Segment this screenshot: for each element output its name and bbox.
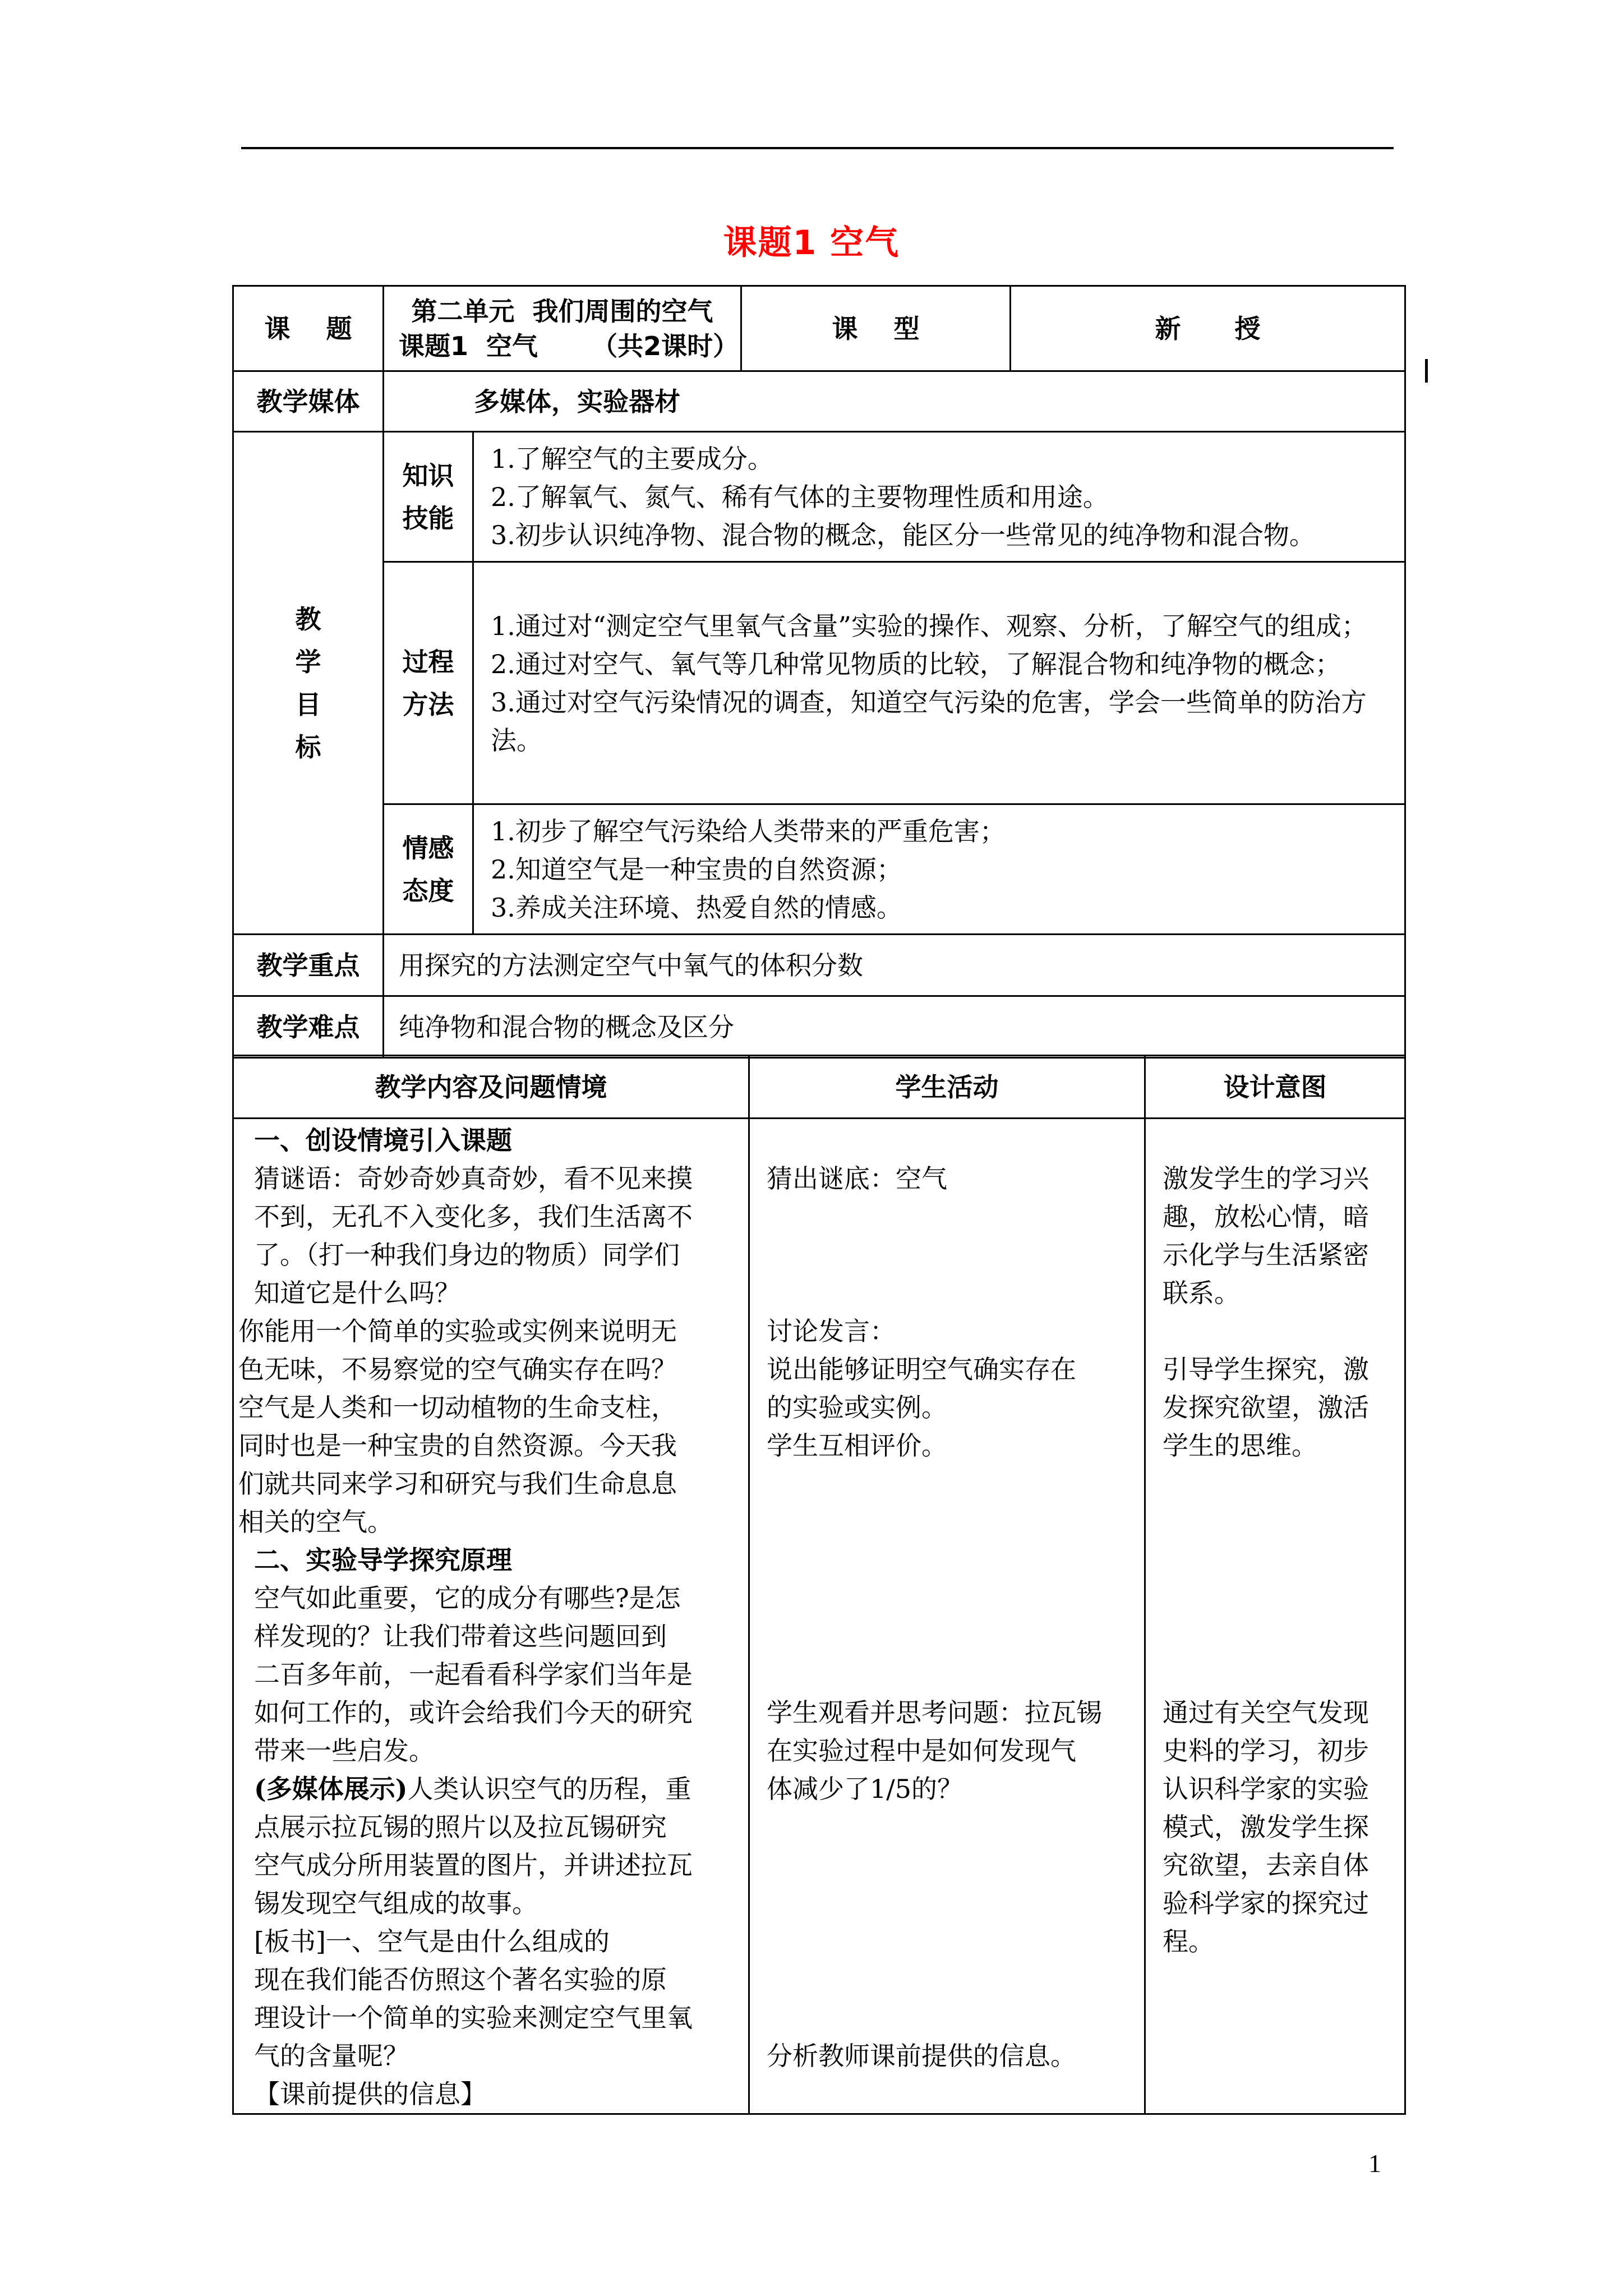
history-line: 如何工作的，或许会给我们今天的研究 bbox=[254, 1697, 693, 1728]
knowledge-item: 2.了解氧气、氮气、稀有气体的主要物理性质和用途。 bbox=[491, 481, 1109, 512]
design-line: 气的含量呢？ bbox=[254, 2041, 409, 2071]
media-label: 教学媒体 bbox=[233, 371, 384, 432]
emotion-item: 3.养成关注环境、热爱自然的情感。 bbox=[491, 892, 902, 923]
student-observe-line: 在实验过程中是如何发现气 bbox=[767, 1736, 1076, 1766]
student-observe-line: 学生观看并思考问题：拉瓦锡 bbox=[767, 1697, 1102, 1728]
margin-mark bbox=[1425, 359, 1428, 383]
objectives-char: 标 bbox=[295, 731, 321, 762]
knowledge-items bbox=[473, 432, 1405, 562]
history-line: 二百多年前，一起看看科学家们当年是 bbox=[254, 1659, 693, 1690]
process-label-line: 方法 bbox=[402, 689, 454, 720]
objectives-char: 教 bbox=[295, 604, 321, 634]
process-items bbox=[473, 562, 1405, 804]
question-line: 相关的空气。 bbox=[238, 1507, 393, 1537]
type-value: 新 授 bbox=[1011, 286, 1405, 371]
content-column bbox=[233, 1119, 749, 2114]
riddle-line: 了。（打一种我们身边的物质）同学们 bbox=[254, 1240, 680, 1270]
difficulty-value: 纯净物和混合物的概念及区分 bbox=[384, 996, 1405, 1058]
multimedia-line bbox=[238, 1770, 743, 1808]
question-line: 色无味，不易察觉的空气确实存在吗？ bbox=[238, 1354, 677, 1384]
intent2-line: 学生的思维。 bbox=[1163, 1430, 1317, 1461]
unit-cell bbox=[384, 286, 741, 371]
student-guess: 猜出谜底：空气 bbox=[767, 1163, 947, 1194]
key-point-value: 用探究的方法测定空气中氧气的体积分数 bbox=[384, 935, 1405, 996]
student-header: 学生活动 bbox=[749, 1056, 1145, 1119]
objectives-char: 目 bbox=[295, 689, 321, 720]
process-label-line: 过程 bbox=[402, 646, 454, 677]
document-title: 课题1 空气 bbox=[723, 223, 900, 263]
teaching-process-table bbox=[232, 1055, 1406, 2115]
riddle-line: 猜谜语：奇妙奇妙真奇妙，看不见来摸 bbox=[254, 1163, 693, 1194]
intent3-line: 程。 bbox=[1163, 1926, 1214, 1957]
intent2-line: 发探究欲望，激活 bbox=[1163, 1392, 1369, 1423]
design-line: 现在我们能否仿照这个著名实验的原 bbox=[254, 1964, 667, 1995]
intent3-line: 究欲望，去亲自体 bbox=[1163, 1850, 1369, 1880]
multimedia-tag: (多媒体展示) bbox=[254, 1774, 408, 1804]
multimedia-line: 锡发现空气组成的故事。 bbox=[254, 1888, 538, 1918]
section2-title: 二、实验导学探究原理 bbox=[254, 1545, 512, 1575]
knowledge-label-line: 知识 bbox=[402, 460, 454, 491]
key-point-label: 教学重点 bbox=[233, 935, 384, 996]
multimedia-line: 点展示拉瓦锡的照片以及拉瓦锡研究 bbox=[254, 1812, 667, 1842]
intent3-line: 验科学家的探究过 bbox=[1163, 1888, 1369, 1918]
riddle-line: 知道它是什么吗？ bbox=[254, 1278, 460, 1308]
student-column bbox=[749, 1119, 1145, 2114]
knowledge-label bbox=[384, 432, 473, 562]
difficulty-label: 教学难点 bbox=[233, 996, 384, 1058]
objectives-char: 学 bbox=[295, 646, 321, 677]
knowledge-label-line: 技能 bbox=[402, 503, 454, 533]
board-line: [板书]一、空气是由什么组成的 bbox=[254, 1926, 610, 1957]
question-line: 同时也是一种宝贵的自然资源。今天我 bbox=[238, 1430, 677, 1461]
info-line: 【课前提供的信息】 bbox=[254, 2079, 486, 2109]
knowledge-item: 3.初步认识纯净物、混合物的概念，能区分一些常见的纯净物和混合物。 bbox=[491, 519, 1315, 550]
media-value: 多媒体，实验器材 bbox=[384, 371, 1405, 432]
objectives-label bbox=[233, 432, 384, 935]
lesson-info-table bbox=[232, 285, 1406, 1059]
lesson-title: 课题1 空气 （共2课时） bbox=[399, 330, 739, 361]
riddle-line: 不到，无孔不入变化多，我们生活离不 bbox=[254, 1202, 693, 1232]
process-item: 2.通过对空气、氧气等几种常见物质的比较，了解混合物和纯净物的概念； bbox=[491, 648, 1341, 679]
history-line: 样发现的？让我们带着这些问题回到 bbox=[254, 1621, 667, 1651]
multimedia-line: 空气成分所用装置的图片，并讲述拉瓦 bbox=[254, 1850, 693, 1880]
content-header: 教学内容及问题情境 bbox=[233, 1056, 749, 1119]
intent3-line: 通过有关空气发现 bbox=[1163, 1697, 1369, 1728]
type-label: 课 型 bbox=[741, 286, 1011, 371]
history-line: 空气如此重要，它的成分有哪些?是怎 bbox=[254, 1583, 681, 1613]
header-rule bbox=[241, 147, 1394, 149]
process-label bbox=[384, 562, 473, 804]
student-discuss-line: 的实验或实例。 bbox=[767, 1392, 947, 1423]
intent2-line: 引导学生探究，激 bbox=[1163, 1354, 1369, 1384]
process-item: 3.通过对空气污染情况的调查，知道空气污染的危害，学会一些简单的防治方法。 bbox=[491, 687, 1367, 756]
student-discuss-line: 学生互相评价。 bbox=[767, 1430, 947, 1461]
student-observe-line: 体减少了1/5的？ bbox=[767, 1774, 963, 1804]
intent3-line: 史料的学习，初步 bbox=[1163, 1736, 1369, 1766]
unit-title: 第二单元 我们周围的空气 bbox=[411, 296, 713, 326]
intent-header: 设计意图 bbox=[1145, 1056, 1405, 1119]
emotion-label-line: 情感 bbox=[402, 832, 454, 863]
intent1-line: 示化学与生活紧密 bbox=[1163, 1240, 1369, 1270]
question-line: 你能用一个简单的实验或实例来说明无 bbox=[238, 1316, 677, 1346]
intent1-line: 联系。 bbox=[1163, 1278, 1240, 1308]
question-line: 空气是人类和一切动植物的生命支柱， bbox=[238, 1392, 677, 1423]
intent3-line: 模式，激发学生探 bbox=[1163, 1812, 1369, 1842]
topic-label: 课 题 bbox=[233, 286, 384, 371]
student-discuss-line: 讨论发言： bbox=[767, 1316, 896, 1346]
section1-title: 一、创设情境引入课题 bbox=[254, 1125, 512, 1156]
emotion-items bbox=[473, 804, 1405, 935]
design-line: 理设计一个简单的实验来测定空气里氧 bbox=[254, 2003, 693, 2033]
intent1-line: 激发学生的学习兴 bbox=[1163, 1163, 1369, 1194]
student-analyze: 分析教师课前提供的信息。 bbox=[767, 2041, 1076, 2071]
emotion-label-line: 态度 bbox=[402, 875, 454, 906]
emotion-item: 2.知道空气是一种宝贵的自然资源； bbox=[491, 854, 902, 885]
multimedia-text: 人类认识空气的历程，重 bbox=[407, 1774, 691, 1804]
emotion-item: 1.初步了解空气污染给人类带来的严重危害； bbox=[491, 816, 1006, 846]
intent3-line: 认识科学家的实验 bbox=[1163, 1774, 1369, 1804]
intent1-line: 趣，放松心情，暗 bbox=[1163, 1202, 1369, 1232]
process-item: 1.通过对“测定空气里氧气含量”实验的操作、观察、分析，了解空气的组成； bbox=[491, 610, 1367, 641]
knowledge-item: 1.了解空气的主要成分。 bbox=[491, 443, 773, 474]
intent-column bbox=[1145, 1119, 1405, 2114]
page-number: 1 bbox=[1368, 2149, 1381, 2178]
history-line: 带来一些启发。 bbox=[254, 1736, 435, 1766]
emotion-label bbox=[384, 804, 473, 935]
student-discuss-line: 说出能够证明空气确实存在 bbox=[767, 1354, 1076, 1384]
question-line: 们就共同来学习和研究与我们生命息息 bbox=[238, 1469, 677, 1499]
